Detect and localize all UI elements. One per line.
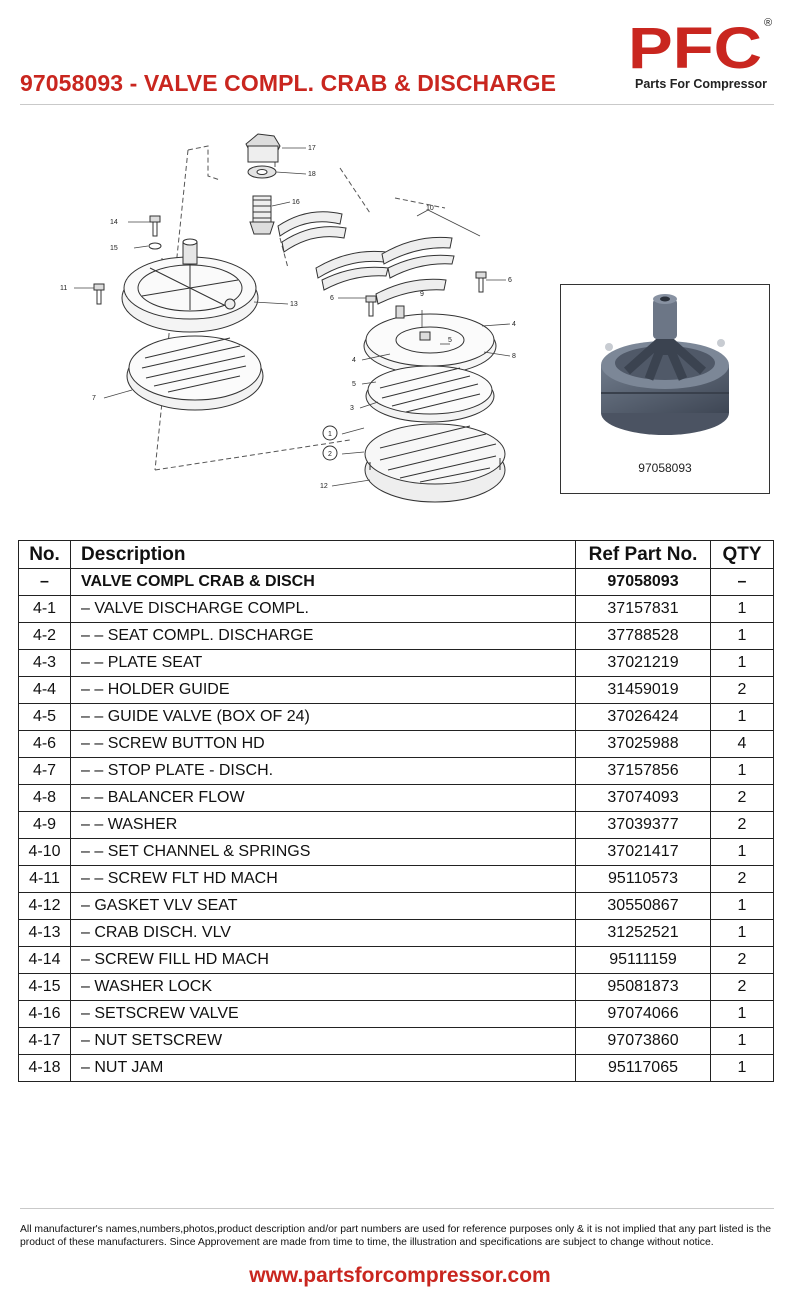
callout-6-left: 6 xyxy=(330,295,334,302)
cell-ref: 37157831 xyxy=(576,596,711,623)
cell-no: 4-11 xyxy=(19,866,71,893)
table-row xyxy=(19,974,774,1001)
product-photo-box xyxy=(560,284,770,494)
cell-no: 4-17 xyxy=(19,1028,71,1055)
registered-mark: ® xyxy=(764,17,773,29)
callout-13: 13 xyxy=(290,301,298,308)
crab-disch-valve xyxy=(122,239,258,332)
callout-6-right: 6 xyxy=(508,277,512,284)
cell-description: – – HOLDER GUIDE xyxy=(71,677,576,704)
callout-17: 17 xyxy=(308,145,316,152)
cell-qty: 1 xyxy=(711,758,774,785)
seat-plate-left xyxy=(127,336,263,410)
parts-table-body xyxy=(19,569,774,1082)
table-header-row xyxy=(19,541,774,569)
cell-qty: 1 xyxy=(711,839,774,866)
cell-description: – – SET CHANNEL & SPRINGS xyxy=(71,839,576,866)
cell-description: – CRAB DISCH. VLV xyxy=(71,920,576,947)
cell-qty: 1 xyxy=(711,1055,774,1082)
cell-qty: 1 xyxy=(711,893,774,920)
cell-no: 4-1 xyxy=(19,596,71,623)
cell-ref: 97073860 xyxy=(576,1028,711,1055)
cell-description: – GASKET VLV SEAT xyxy=(71,893,576,920)
callout-4-left: 4 xyxy=(352,357,356,364)
cell-ref: 37021417 xyxy=(576,839,711,866)
cell-description: – SCREW FILL HD MACH xyxy=(71,947,576,974)
callout-3: 3 xyxy=(350,405,354,412)
cell-no: 4-14 xyxy=(19,947,71,974)
cell-ref: 95081873 xyxy=(576,974,711,1001)
stop-plate-assembly xyxy=(364,306,496,374)
cell-qty: 1 xyxy=(711,704,774,731)
cell-no: 4-10 xyxy=(19,839,71,866)
callout-8: 8 xyxy=(512,353,516,360)
table-row xyxy=(19,758,774,785)
callout-10: 10 xyxy=(426,205,434,212)
callout-4-right: 4 xyxy=(512,321,516,328)
cell-description: – WASHER LOCK xyxy=(71,974,576,1001)
cell-ref: 31459019 xyxy=(576,677,711,704)
callout-14: 14 xyxy=(110,219,118,226)
logo-tagline: Parts For Compressor xyxy=(635,77,767,91)
callout-15: 15 xyxy=(110,245,118,252)
brand-logo[interactable] xyxy=(628,16,776,96)
cell-qty: 2 xyxy=(711,677,774,704)
cell-ref: 95111159 xyxy=(576,947,711,974)
cell-qty: 1 xyxy=(711,920,774,947)
cell-description: – – SCREW BUTTON HD xyxy=(71,731,576,758)
cell-qty: 2 xyxy=(711,866,774,893)
table-row xyxy=(19,893,774,920)
cell-no: 4-8 xyxy=(19,785,71,812)
callout-16: 16 xyxy=(292,199,300,206)
exploded-parts-diagram xyxy=(50,118,530,528)
table-row xyxy=(19,947,774,974)
cell-no: 4-2 xyxy=(19,623,71,650)
cell-ref: 37074093 xyxy=(576,785,711,812)
cell-ref: 37157856 xyxy=(576,758,711,785)
parts-table xyxy=(18,540,774,1082)
cell-no: 4-18 xyxy=(19,1055,71,1082)
cell-no: 4-3 xyxy=(19,650,71,677)
table-row xyxy=(19,731,774,758)
cell-qty: – xyxy=(711,569,774,596)
callout-2: 2 xyxy=(328,451,332,458)
table-row xyxy=(19,623,774,650)
cell-description: – SETSCREW VALVE xyxy=(71,1001,576,1028)
cell-qty: 2 xyxy=(711,974,774,1001)
table-row xyxy=(19,785,774,812)
cell-description: – VALVE DISCHARGE COMPL. xyxy=(71,596,576,623)
callout-1: 1 xyxy=(328,431,332,438)
cell-qty: 1 xyxy=(711,1028,774,1055)
cell-no: – xyxy=(19,569,71,596)
cell-ref: 37788528 xyxy=(576,623,711,650)
cell-ref: 95110573 xyxy=(576,866,711,893)
cell-qty: 1 xyxy=(711,596,774,623)
cell-qty: 2 xyxy=(711,785,774,812)
cell-no: 4-12 xyxy=(19,893,71,920)
table-row xyxy=(19,839,774,866)
col-header-no: No. xyxy=(19,541,71,569)
callout-18: 18 xyxy=(308,171,316,178)
footer-divider xyxy=(20,1208,774,1209)
photo-caption: 97058093 xyxy=(638,461,692,475)
cell-no: 4-7 xyxy=(19,758,71,785)
col-header-ref: Ref Part No. xyxy=(576,541,711,569)
cell-no: 4-16 xyxy=(19,1001,71,1028)
cell-ref: 95117065 xyxy=(576,1055,711,1082)
cell-qty: 1 xyxy=(711,623,774,650)
cell-ref: 97058093 xyxy=(576,569,711,596)
cell-no: 4-6 xyxy=(19,731,71,758)
cell-description: – – BALANCER FLOW xyxy=(71,785,576,812)
seat-plate-right xyxy=(366,366,494,422)
cell-description: VALVE COMPL CRAB & DISCH xyxy=(71,569,576,596)
cell-no: 4-5 xyxy=(19,704,71,731)
table-row xyxy=(19,677,774,704)
table-row xyxy=(19,596,774,623)
col-header-description: Description xyxy=(71,541,576,569)
cell-description: – – GUIDE VALVE (BOX OF 24) xyxy=(71,704,576,731)
table-row xyxy=(19,704,774,731)
disclaimer-text: All manufacturer's names,numbers,photos,product description and/or part numbers are used for reference purposes only & it is not implied that any part listed is the product of these manufacturers. Since Approvement are made from time to time, the illustration and specifications are subject to change without notice. xyxy=(20,1224,772,1248)
cell-description: – NUT SETSCREW xyxy=(71,1028,576,1055)
cell-description: – – STOP PLATE - DISCH. xyxy=(71,758,576,785)
table-row xyxy=(19,569,774,596)
table-row xyxy=(19,1028,774,1055)
setscrew-nut-stack xyxy=(246,134,280,234)
cell-ref: 97074066 xyxy=(576,1001,711,1028)
table-row xyxy=(19,1001,774,1028)
cell-description: – – SEAT COMPL. DISCHARGE xyxy=(71,623,576,650)
cell-qty: 2 xyxy=(711,947,774,974)
cell-ref: 31252521 xyxy=(576,920,711,947)
cell-ref: 37025988 xyxy=(576,731,711,758)
page-title: 97058093 - VALVE COMPL. CRAB & DISCHARGE xyxy=(20,70,557,96)
table-row xyxy=(19,866,774,893)
cell-ref: 37039377 xyxy=(576,812,711,839)
table-row xyxy=(19,1055,774,1082)
logo-text: PFC xyxy=(628,16,762,76)
pfc-logo-mark xyxy=(628,16,776,76)
cell-description: – – WASHER xyxy=(71,812,576,839)
callout-12: 12 xyxy=(320,483,328,490)
table-row xyxy=(19,920,774,947)
cell-qty: 2 xyxy=(711,812,774,839)
website-link[interactable]: www.partsforcompressor.com xyxy=(249,1264,551,1287)
callout-5-left: 5 xyxy=(352,381,356,388)
seat-complete-discharge xyxy=(365,424,505,502)
header-divider xyxy=(20,104,774,105)
cell-description: – – SCREW FLT HD MACH xyxy=(71,866,576,893)
callout-5-inner: 5 xyxy=(448,337,452,344)
channels-and-springs xyxy=(278,212,454,304)
table-row xyxy=(19,650,774,677)
table-row xyxy=(19,812,774,839)
cell-qty: 1 xyxy=(711,650,774,677)
cell-no: 4-4 xyxy=(19,677,71,704)
valve-product-image xyxy=(561,285,769,455)
cell-no: 4-13 xyxy=(19,920,71,947)
cell-qty: 4 xyxy=(711,731,774,758)
cell-no: 4-15 xyxy=(19,974,71,1001)
cell-qty: 1 xyxy=(711,1001,774,1028)
cell-no: 4-9 xyxy=(19,812,71,839)
callout-9: 9 xyxy=(420,291,424,298)
cell-ref: 30550867 xyxy=(576,893,711,920)
callout-7: 7 xyxy=(92,395,96,402)
cell-ref: 37026424 xyxy=(576,704,711,731)
cell-ref: 37021219 xyxy=(576,650,711,677)
cell-description: – NUT JAM xyxy=(71,1055,576,1082)
callout-11: 11 xyxy=(60,285,68,292)
cell-description: – – PLATE SEAT xyxy=(71,650,576,677)
col-header-qty: QTY xyxy=(711,541,774,569)
